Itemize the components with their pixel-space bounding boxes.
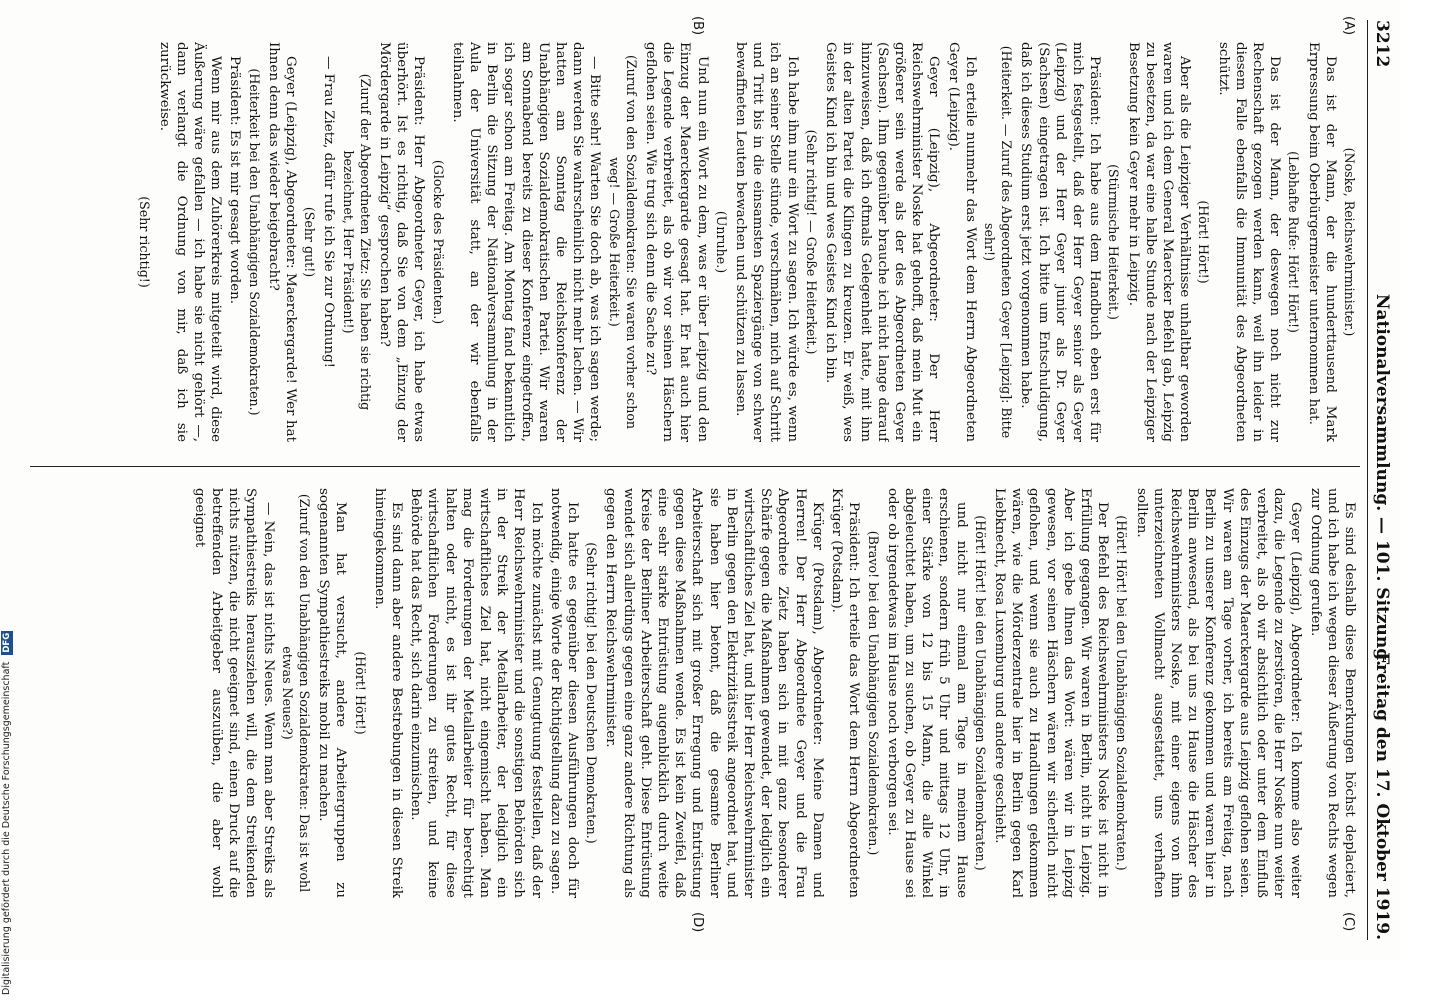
margin-mark-a: (A) [1341,16,1356,36]
paragraph: (Sehr richtig!) [137,196,153,288]
paragraph: Ich hatte es gegenüber diesen Ausführungen doch für notwendig, einige Worte der Richtigstellung dazu zu sagen. [547,488,581,898]
paragraph: — Nein, das ist nichts Neues. Wenn man aber Streiks als Sympathiestreiks herausziehen will, die dem Streikenden nichts nützen, die nicht geeignet sind, einen Druck auf die betreffenden Arbeitgeber auszuüben, die aber wohl geeignet [191,488,276,898]
paragraph: Krüger (Potsdam), Abgeordneter: Meine Damen und Herren! Der Herr Abgeordnete Geyer und die Frau Abgeordnete Zietz haben sich in mit ganz besonderer Schärfe gegen die Maßnahmen gewendet, der lediglich ein wirtschaftliches Ziel hat, und hier Herr Reichswehrminister in Berlin gegen den Elektrizitätsstreik angeordnet hat, und sie haben hier betont, daß die gesamte Berliner Arbeiterschaft sich mit großer Erregung und Entrüstung gegen diese Maßnahmen wende. Es ist kein Zweifel, daß eine sehr starke Entrüstung augenblicklich durch weite Kreise der Berliner Arbeiterschaft geht. Diese Entrüstung wendet sich allerdings gegen eine ganz andere Richtung als gegen den Herrn Reichswehrminister. [603,488,825,898]
paragraph: und nicht nur einmal am Tage in meinem Hause erschienen, sondern früh 5 Uhr und mittags 12 Uhr, in einer Stärke von 12 bis 15 Mann, die alle Winkel abgeleuchtet haben, um zu suchen, ob Geyer zu Hause sei oder ob irgendetwas im Hause noch verborgen sei. [884,488,969,898]
page-number: 3212 [1372,20,1392,68]
paragraph: (Unruhe.) [713,210,729,274]
paragraph: Aber als die Leipziger Verhältnisse unhaltbar geworden waren und ich dem General Maercker Befehl gab, Leipzig zu besetzen, da war eine halbe Stunde nach der Leipziger Besetzung kein Geyer mehr in Leipzig. [1125,42,1193,442]
digitization-footer [1,600,13,995]
paragraph: Präsident: Es ist mir gesagt worden. [227,56,243,305]
paragraph: Geyer (Leipzig), Abgeordneter: Ich komme also weiter dazu, die Legende zu zerstören, die Herr Noske nun weiter verbreitet, als ob wir absichtlich oder unter dem Einfluß des Einzugs der Maerckergarde aus Leipzig geflohen seien. Wir waren am Tage vorher, ich bereits am Freitag, nach Berlin zu unserer Konferenz gekommen und waren hier in Berlin anwesend, als bei uns zu Hause die Häscher des Reichswehrministers Noske, mit einer eigens von ihm unterzeichneten Vollmacht ausgestattet, uns verhaften sollten. [1133,488,1304,898]
left-column [18,42,1358,442]
footer-text: Digitalisierung gefördert durch die Deutsche Forschungsgemeinschaft [1,661,12,995]
margin-mark-d: (D) [690,912,705,933]
paragraph: Der Befehl des Reichswehrministers Noske ist nicht in Erfüllung gegangen. Wir waren in Berlin, nicht in Leipzig. Aber ich gebe Ihnen das Wort: wären wir in Leipzig gewesen, vor seinen Häschern wären wir sicherlich nicht geflohen, und wenn sie auch zu Handlungen gekommen wären, wie die Mörderzentrale hier in Berlin gegen Karl Liebknecht, Rosa Luxemburg und andere geschieht. [991,488,1111,898]
paragraph: (Hört! Hört! bei den Unabhängigen Sozialdemokraten.) [1114,515,1130,871]
paragraph: Ich erteile nunmehr das Wort dem Herrn Abgeordneten Geyer (Leipzig). [945,42,978,442]
paragraph: (Sehr richtig! bei den Deutschen Demokraten.) [584,542,600,844]
right-column [18,488,1358,898]
paragraph: (Hört! Hört!) [1196,200,1212,284]
margin-mark-c: (C) [1341,912,1356,932]
margin-mark-b: (B) [690,16,705,36]
paragraph: Geyer (Leipzig), Abgeordneter: Maerckergarde! Wer hat Ihnen denn das wieder beigebracht? [265,42,299,442]
paragraph: (Zuruf von den Sozialdemokraten: Sie waren vorher schon weg! — Große Heiterkeit.) [606,54,639,430]
paragraph: Und nun ein Wort zu dem, was er über Leipzig und den Einzug der Maerckergarde gesagt hat. Er hat auch hier die Legende verbreitet, als ob wir vor seinen Häschern geflohen seien. Wie trug sich denn die Sache zu? [643,42,710,442]
paragraph: Geyer (Leipzig), Abgeordneter: Der Herr Reichswehrminister Noske hat gehofft, daß mein Mut ein größerer sein werde als der des Abgeordneten Geyer (Sachsen). Ihm gegenüber brauche ich nicht lange darauf hinzuweisen, daß ich oftmals Gelegenheit hatte, mit ihm in der alten Partei die Klingen zu kreuzen. Er weiß, wes Geistes Kind ich bin und wes Geistes Kind ich bin. [823,42,942,442]
paragraph: (Heiterkeit. — Zuruf des Abgeordneten Geyer [Leipzig]: Bitte sehr!) [981,45,1015,439]
paragraph: (Zuruf der Abgeordneten Zietz: Sie haben sie richtig bezeichnet, Herr Präsident!) [340,73,373,411]
paragraph: Präsident: Ich habe aus dem Handbuch eben erst für mich festgestellt, daß der Herr Geyer senior als Geyer (Leipzig) und der Herr Geyer junior als Dr. Geyer (Sachsen) eingetragen ist. Ich bitte um Entschuldigung, daß ich dieses Studium erst jetzt vorgenommen habe. [1018,42,1103,442]
paragraph: (Stürmische Heiterkeit.) [1106,164,1122,320]
session-date: Freitag den 17. Oktober 1919. [1372,652,1392,940]
paragraph: (Noske, Reichswehrminister.) [1342,147,1357,337]
paragraph: (Hört! Hört!) [352,651,368,735]
paragraph: Das ist der Mann, der die hunderttausend Mark Erpressung beim Oberbürgermeister unternommen hat. [1305,42,1338,442]
paragraph: Präsident: Herr Abgeordneter Geyer, ich habe etwas überhört. Ist es richtig, daß Sie von dem „Einzug der Mördergarde in Leipzig“ gesprochen haben? [377,42,427,442]
page-header [1367,20,1394,940]
column-divider [30,466,1360,467]
paragraph: Es sind dann aber andere Bestrebungen in diesen Streik hineingekommen. [371,488,405,898]
paragraph: Man hat versucht, andere Arbeitergruppen zu sogenannten Sympathiestreiks mobil zu machen. [316,488,349,898]
paragraph: — Frau Zietz, dafür rufe ich Sie zur Ordnung! [321,56,337,369]
dfg-logo: DFG [2,632,12,653]
paragraph: Ich habe ihm nur ein Wort zu sagen. Ich würde es, wenn ich an seiner Stelle stünde, verschmähen, mich auf Schritt und Tritt bis in die einsamsten Spaziergänge von schwer bewaffneten Leuten bewachen und schützen zu lassen. [733,42,800,442]
page-title: Nationalversammlung. — 101. Sitzung. [1372,293,1392,667]
paragraph: Ich möchte zunächst mit Genugtuung feststellen, daß der Herr Reichswehrminister und die sonstigen Behörden sich in der Streik der Metallarbeiter, der lediglich ein wirtschaftliches Ziel hat, nicht eingemischt haben. Man mag die Forderungen der Metallarbeiter für berechtigt halten oder nicht, es ist ihr gutes Recht, für diese wirtschaftlichen Forderungen zu streiten, und keine Behörde hat das Recht, sich darin einzumischen. [408,488,544,898]
paragraph: (Lebhafte Rufe: Hört! Hört!) [1286,151,1302,333]
paragraph: — Bitte sehr! Warten Sie doch ab, was ich sagen werde; dann werden Sie wahrscheinlich nicht mehr lachen. — Wir hatten am Sonntag die Reichskonferenz der Unabhängigen Sozialdemokratischen Partei. Wir waren am Sonnabend bereits zu dieser Konferenz eingetroffen, ich sogar schon am Freitag. Am Montag fand bekanntlich in Berlin die Sitzung der Nationalversammlung in der Aula der Universität statt, an der wir ebenfalls teilnahmen. [449,42,603,442]
paragraph: (Sehr gut!) [302,206,318,278]
paragraph: (Glocke des Präsidenten.) [430,159,446,325]
paragraph: (Sehr richtig! — Große Heiterkeit.) [803,129,819,355]
paragraph: Es sind deshalb diese Bemerkungen höchst deplaciert, und ich habe ich wegen dieser Äußerung von Rechts wegen zur Ordnung gerufen. [1307,488,1357,898]
paragraph: Wenn mir aus dem Zuhörerkreis mitgeteilt wird, diese Äußerung wäre gefallen — ich habe sie nicht gehört —, dann verlangt die Ordnung von mir, daß ich sie zurückweise. [156,42,224,442]
paragraph: (Bravo! bei den Unabhängigen Sozialdemokraten.) [865,530,881,856]
paragraph: Präsident: Ich erteile das Wort dem Herrn Abgeordneten Krüger (Potsdam). [829,488,862,898]
paragraph: (Hört! Hört! bei den Unabhängigen Sozialdemokraten.) [972,515,988,871]
paragraph: (Zuruf von den Unabhängigen Sozialdemokraten: Das ist wohl etwas Neues?) [279,493,313,893]
paragraph: Das ist der Mann, der deswegen noch nicht zur Rechenschaft gezogen werden kann, weil ihn leider in diesem Falle ebenfalls die Immunität des Abgeordneten schützt. [1215,42,1283,442]
paragraph: (Heiterkeit bei den Unabhängigen Sozialdemokraten.) [246,68,262,416]
